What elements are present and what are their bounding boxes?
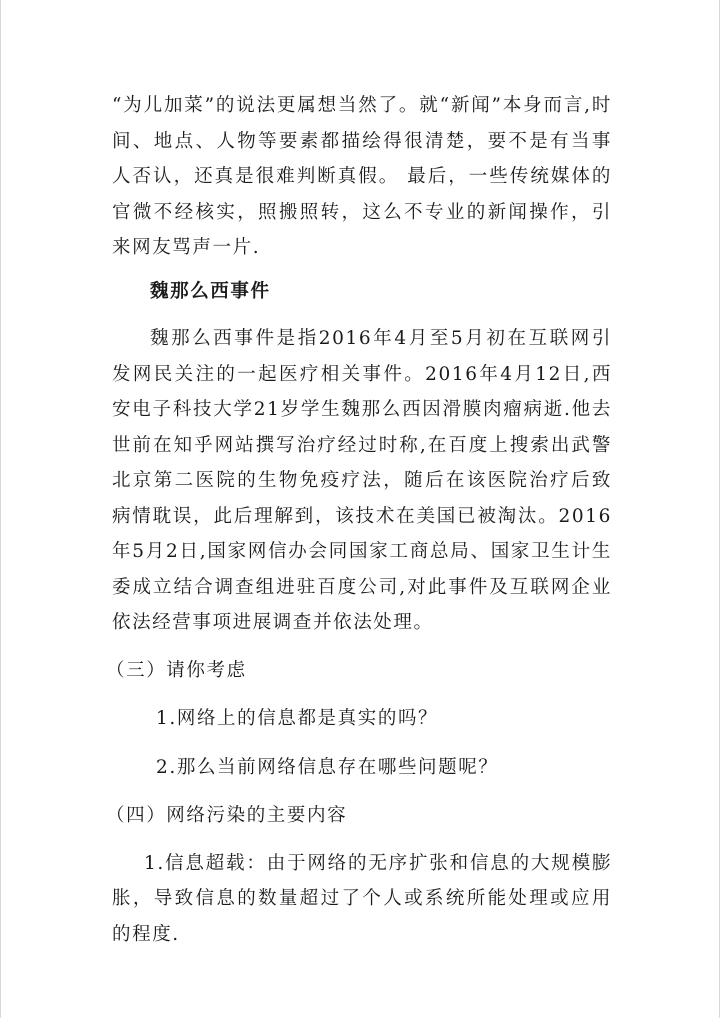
case-paragraph: 魏那么西事件是指2016年4月至5月初在互联网引发网民关注的一起医疗相关事件。2016年4月12日,西安电子科技大学21岁学生魏那么西因滑膜肉瘤病逝.他去世前在知乎网站撰写治疗经过时称,在百度上搜索出武警北京第二医院的生物免疫疗法，随后在该医院治疗后致病情耽误，此后理解到，该技术在美国已被淘汰。2016年5月2日,国家网信办会同国家工商总局、国家卫生计生委成立结合调查组进驻百度公司,对此事件及互联网企业依法经营事项进展调查并依法处理。 [112,328,612,633]
page-edge-left [0,0,1,1018]
question-1: 1.网络上的信息都是真实的吗？ [156,708,439,729]
section-three-title: （三）请你考虑 [106,659,247,681]
document-body [106,88,612,952]
intro-paragraph: “为儿加菜”的说法更属想当然了。就“新闻”本身而言,时间、地点、人物等要素都描绘得很清楚，要不是有当事人否认，还真是很难判断真假。 最后，一些传统媒体的官微不经核实，照搬照转，这么不专业的新闻操作，引来网友骂声一片. [112,95,612,258]
section-four-item-1: 1.信息超载：由于网络的无序扩张和信息的大规模膨胀，导致信息的数量超过了个人或系统所能处理或应用的程度. [112,852,612,945]
case-heading: 魏那么西事件 [150,280,271,302]
section-four-title: （四）网络污染的主要内容 [106,805,348,826]
question-2: 2.那么当前网络信息存在哪些问题呢？ [156,756,499,778]
